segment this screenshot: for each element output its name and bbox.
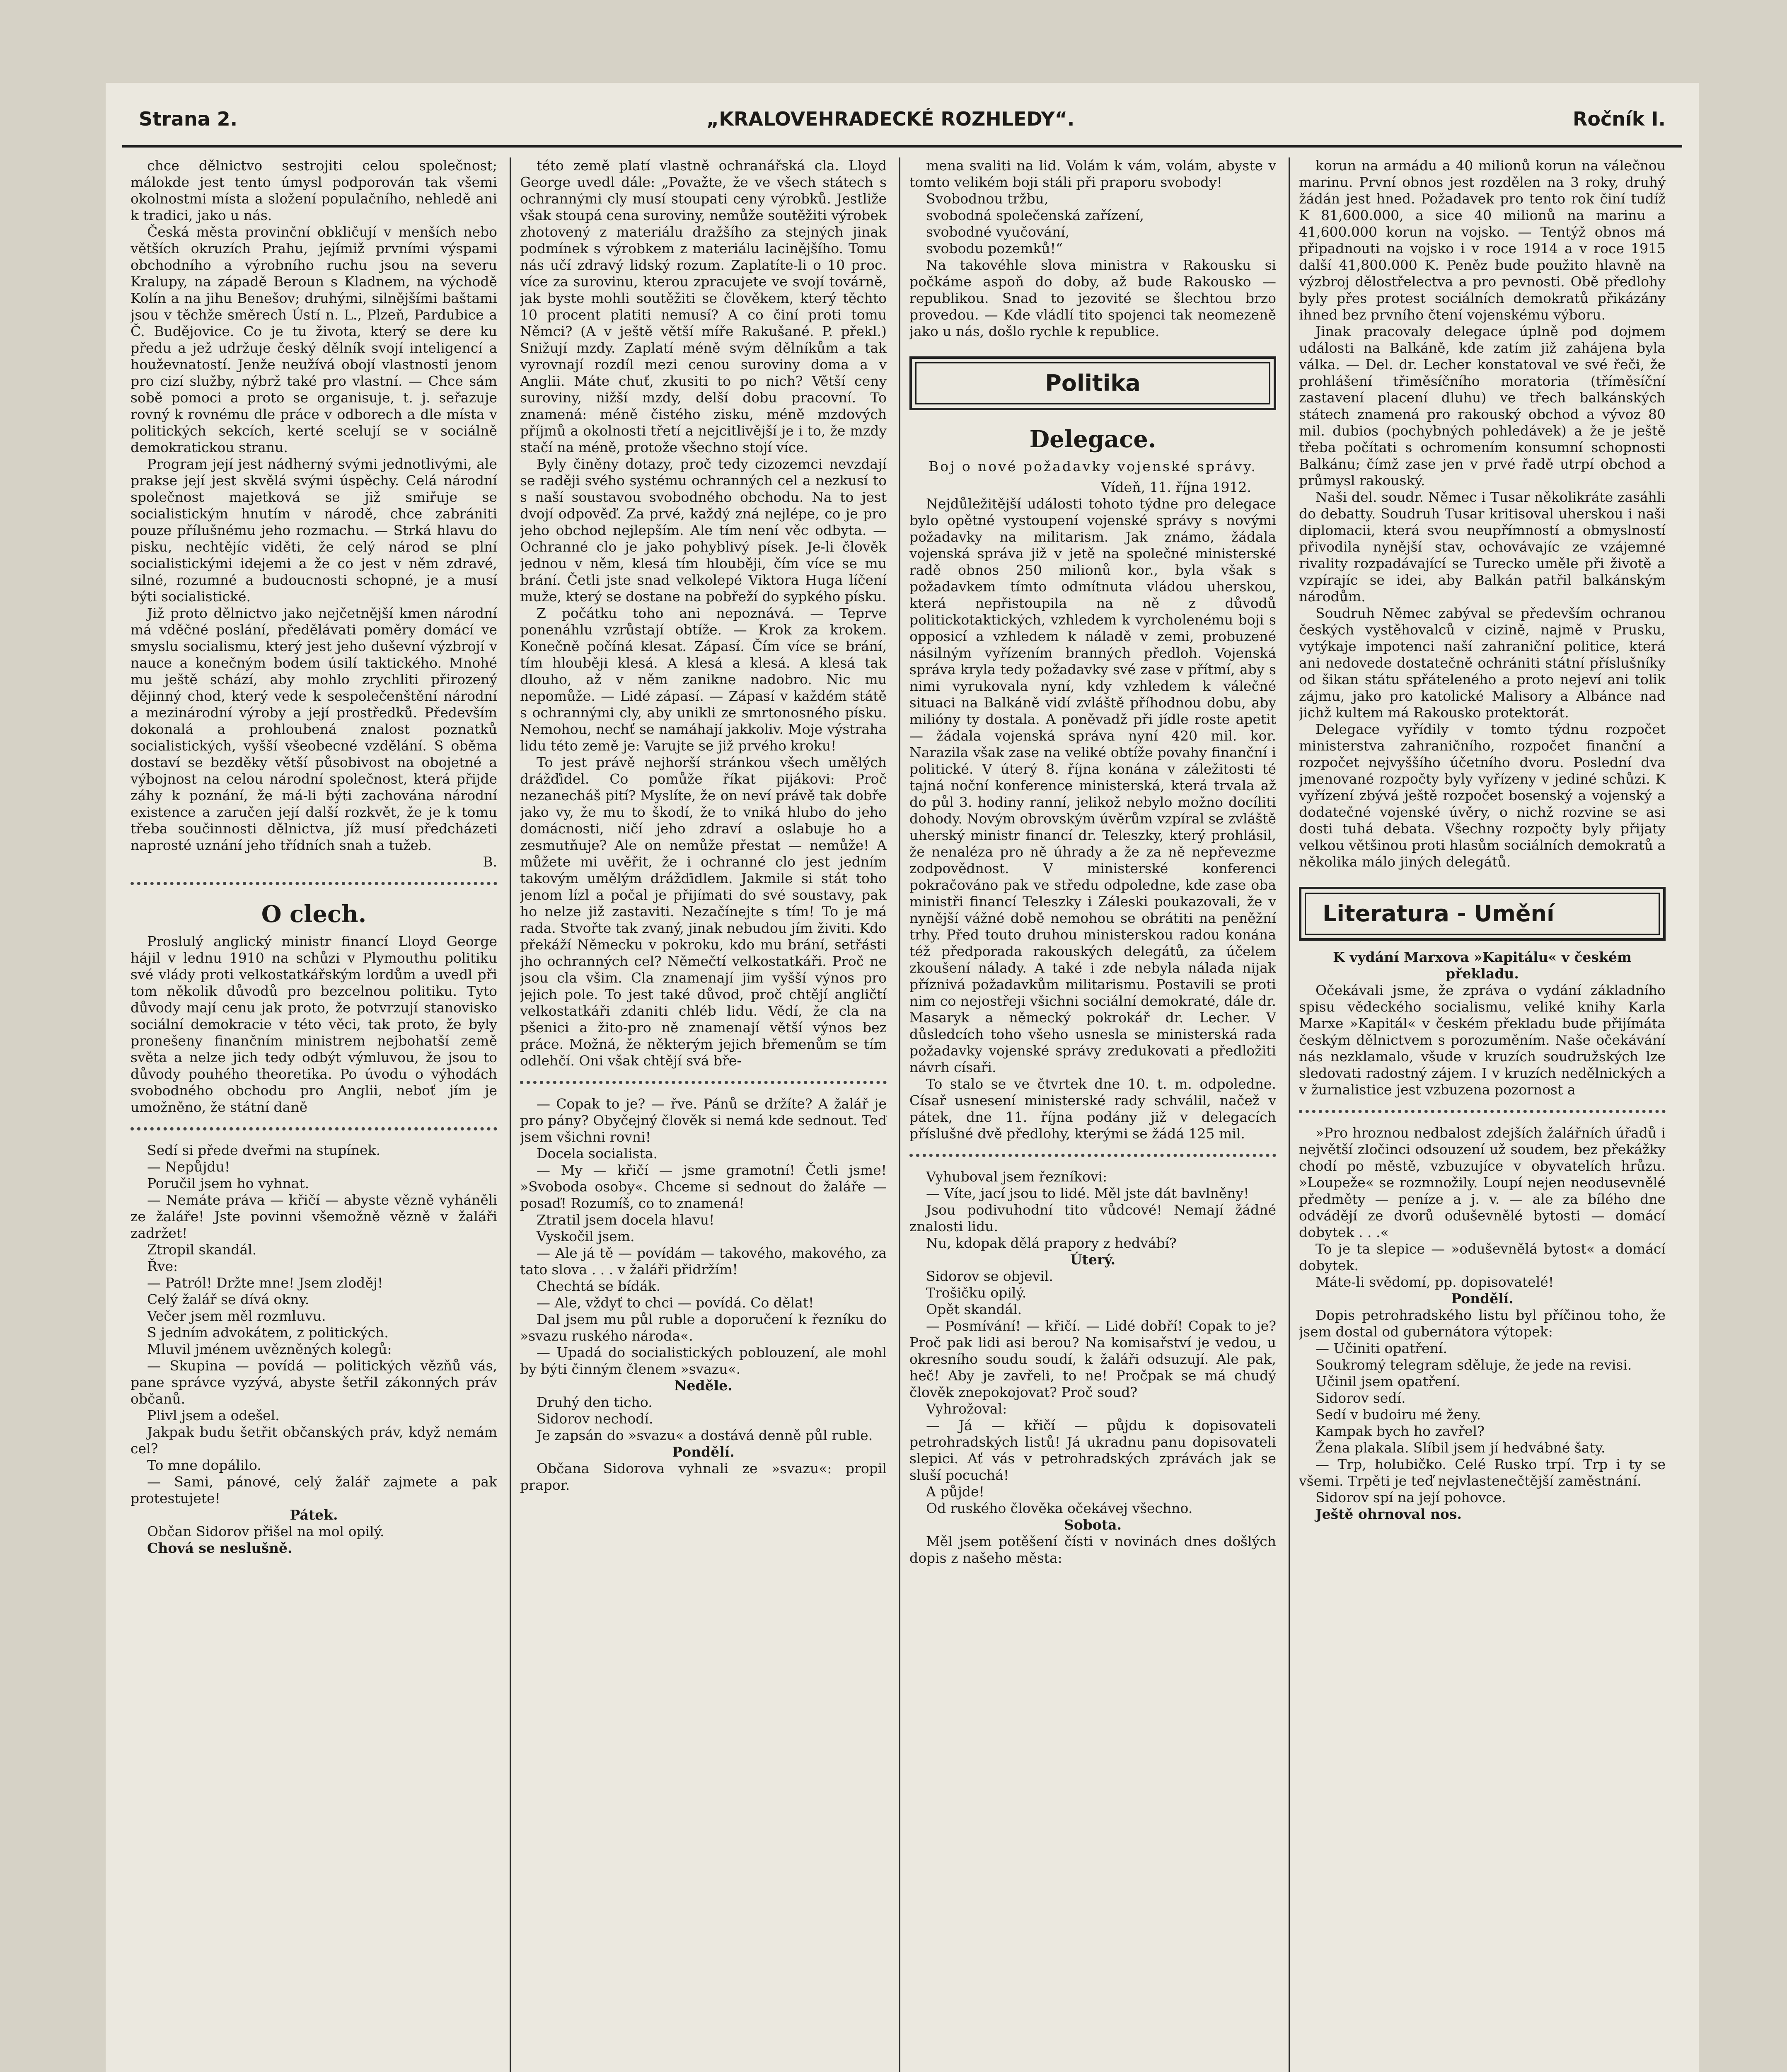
feuilleton-line: To je ta slepice — »oduševnělá bytost« a domácí dobytek. bbox=[1299, 1241, 1666, 1273]
section-heading: Politika bbox=[915, 362, 1270, 404]
col4-para-3: Naši del. soudr. Němec i Tusar několikráte zasáhli do debatty. Soudruh Tusar kritisoval uherskou i naši diplomacii, která svou neupřímností a obmyslností přivodila nynější stav, ochovávajíc ze vzájemné rivality rozpadávající se Turecko uměle při životě a vzpírajíc se idei, aby Balkán patřil balkánským národům. bbox=[1299, 489, 1666, 605]
feuilleton-line: — Víte, jací jsou to lidé. Měl jste dát bavlněny! bbox=[926, 1185, 1249, 1201]
column-1 bbox=[131, 157, 497, 2072]
feuilleton-line: Kampak bych ho zavřel? bbox=[1315, 1423, 1485, 1439]
feuilleton-line: A půjde! bbox=[926, 1484, 984, 1500]
feuilleton-line: — Já — křičí — půjdu k dopisovateli petrohradských listů! Já ukradnu panu dopisovateli slepici. Ať vás v petrohradských zprávách jak se sluší pocuchá! bbox=[909, 1417, 1276, 1483]
feuilleton-line: Opět skandál. bbox=[926, 1301, 1022, 1317]
column-rule bbox=[1289, 157, 1290, 2072]
feuilleton-line: Řve: bbox=[147, 1258, 178, 1274]
feuilleton-line: Ztratil jsem docela hlavu! bbox=[537, 1212, 715, 1228]
feuilleton-line: Večer jsem měl rozmluvu. bbox=[147, 1308, 326, 1324]
divider bbox=[909, 1154, 1276, 1157]
feuilleton-line: Žena plakala. Slíbil jsem jí hedvábné šaty. bbox=[1315, 1440, 1606, 1456]
feuilleton-line: Občan Sidorov přišel na mol opilý. bbox=[147, 1523, 384, 1539]
feuilleton-line: — Copak to je? — řve. Pánů se držíte? A žalář je pro pány? Obyčejný člověk si nemá kde sednout. Teď jsem všichni rovni! bbox=[520, 1096, 887, 1145]
article-body: Nejdůležitější události tohoto týdne pro delegace bylo opětné vystoupení vojenské správy s novými požadavky na militarism. Jak známo, žádala vojenská správa již v jetě na společné ministerské radě obnos 250 milionů kor., byla však s požadavkem tímto odmítnuta vládou uherskou, která nepřistoupila na ně z důvodů politickotaktických, vzhledem k vyrcholenému boji s opposicí a vzhledem k náladě v zemi, probuzené násilným vyřízením branných předloh. Vojenská správa kryla tedy požadavky své zase v přítmí, aby s nimi vyrukovala nyní, kdy vzhledem k válečné situaci na Balkáně vidí zvláště příhodnou dobu, aby milióny ty dostala. A poněvadž při jídle roste apetit — žádala vojenská správa nyní 420 mil. kor. Narazila však zase na veliké obtíže povahy finanční i politické. V úterý 8. října konána v záležitosti té tajná noční konference ministerská, která trvala až do půl 3. hodiny ranní, jelikož nebylo možno docíliti dohody. Novým obrovským úvěrům vzpíral se zvláště uherský ministr financí dr. Teleszky, který prohlásil, že nenaléza pro ně úhrady a že za ně nepřevezme zodpovědnost. V ministerské konferenci pokračováno pak ve středu odpoledne, kde zase oba ministři financí Teleszky i Záleski poukazovali, že v nynější vážné době nemohou se obrátiti na peněžní trhy. Před touto druhou ministerskou radou konána též předporada rakouských delegátů, za účelem zkoušení nálady. A také i zde nebyla nálada nijak příznivá požadavkům militarismu. Postavili se proti nim co nejostřeji všichni sociální demokraté, dále dr. Masaryk a německý pokrokář dr. Lecher. V důsledcích toho všeho usnesla se ministerská rada požadavky vojenské správy zredukovati a předložiti návrh císaři. bbox=[909, 496, 1276, 1075]
section-heading: Literatura - Umění bbox=[1305, 893, 1660, 935]
feuilleton-line: Sidorov nechodí. bbox=[537, 1411, 653, 1427]
feuilleton-line: Občana Sidorova vyhnali ze »svazu«: propil prapor. bbox=[520, 1460, 887, 1493]
feuilleton-line: — Ale, vždyť to chci — povídá. Co dělat! bbox=[537, 1295, 814, 1311]
divider bbox=[131, 1127, 497, 1130]
day-heading: Pátek. bbox=[290, 1507, 338, 1523]
article-title: Delegace. bbox=[1029, 426, 1156, 453]
feuilleton-line: To mne dopálilo. bbox=[147, 1457, 261, 1473]
feuilleton-line: — Sami, pánové, celý žalář zajmete a pak protestujete! bbox=[131, 1474, 497, 1506]
signature: B. bbox=[483, 854, 497, 870]
feuilleton-line: Sedí si přede dveřmi na stupínek. bbox=[147, 1142, 381, 1158]
feuilleton-line: Sidorov sedí. bbox=[1315, 1390, 1406, 1406]
feuilleton-line: Měl jsem potěšení čísti v novinách dnes došlých dopis z našeho města: bbox=[909, 1533, 1276, 1566]
col3-para-2: Na takovéhle slova ministra v Rakousku si počkáme aspoň do doby, až bude Rakousko — republikou. Snad to jezovité se šlechtou brzo provedou. — Kde vládlí tito spojenci tak neomezeně jako u nás, došlo rychle k republice. bbox=[909, 257, 1276, 339]
article-lead: K vydání Marxova »Kapitálu« v českém překladu. bbox=[1333, 949, 1632, 982]
feuilleton-line: — Upadá do socialistických poblouzení, ale mohl by býti činným členem »svazu«. bbox=[520, 1344, 887, 1377]
article-body: Proslulý anglický ministr financí Lloyd George hájil v lednu 1910 na schůzi v Plymouthu politiku své vlády proti velkostatkářským lordům a uvedl při tom několik důvodů pro bezcelnou politiku. Tyto důvody mají cenu jak proto, že potvrzují stanovisko sociální demokracie v této věci, tak proto, že byly pronešeny finančním ministrem nejbohatší země světa a nelze jich tedy odbýt výmluvou, že jsou to důvody pouhého theoretika. Po úvodu o výhodách svobodného obchodu pro Anglii, neboť jím je umožněno, že státní daně bbox=[131, 933, 497, 1115]
col4-para-1: korun na armádu a 40 milionů korun na válečnou marinu. První obnos jest rozdělen na 3 roky, druhý žádán jest hned. Požadavek pro tento rok činí tudíž K 81,600.000, a sice 40 milionů na marinu a 41,600.000 korun na vojsko. — Tentýž obnos má připadnouti na vojsko i v roce 1914 a v roce 1915 další 41,800.000 K. Peněz bude použito hlavně na výzbroj dělostřelectva a pro pevnosti. Obě předlohy byly přes protest sociálních demokratů přikázány ihned bez prvního čtení vojenskému výboru. bbox=[1299, 157, 1666, 323]
col1-para-2: Česká města provinční obkličují v menších nebo větších okruzích Prahu, jejímiž prvními výspami obchodního a výrobního ruchu jsou na severu Kralupy, na západě Beroun s Kladnem, na východě Kolín a na jihu Benešov; druhými, silnějšími baštami jsou v těchže směrech Ústí n. L., Plzeň, Pardubice a Č. Budějovice. Co je tu života, který se dere ku předu a jež udržuje český dělník svojí inteligencí a houževnatostí. Jenže neužívá obojí vlastnosti jenom pro cizí služby, nýbrž také pro vlastní. — Chce sám sobě pomoci a proto se organisuje, t. j. seřazuje rovný k rovnému dle práce v odborech a dle místa v politických sekcích, kerté scelují se v sociálně demokratickou stranu. bbox=[131, 224, 497, 455]
col2-para-4: To jest právě nejhorší stránkou všech umělých drážďidel. Co pomůže říkat pijákovi: Proč nezanecháš pití? Myslíte, že on neví právě tak dobře jako vy, že mu to škodí, že to vniká hlubo do jeho domácnosti, ničí jeho zdraví a oslabuje ho a zesmutňuje? Ale on nemůže přestat — nemůže! A můžete mi uvěřit, že i ochranné clo jest jedním takovým umělým drážďidlem. Jakmile si stát toho jenom lízl a počal je přijímati do své soustavy, pak ho nelze již zastaviti. Nezačínejte s tím! To je má rada. Stvořte tak zvaný, jinak nebudou jím živiti. Kdo překáží Německu v pokroku, kdo mu brání, setřásti jho ochranných cel? Němečtí velkostatkáři. Proč ne jsou cla všim. Cla znamenají jim vyšší výnos pro jejich pole. To jest také důvod, proč chtějí angličtí velkostatkáři zdaniti chléb lidu. Vědí, že cla na pšenici a žito-pro ně znamenají větší výnos bez práce. Možná, že některým jejich břemenům se tím odlehčí. Oni však chtějí svá bře- bbox=[520, 754, 887, 1069]
feuilleton-line: Máte-li svědomí, pp. dopisovatelé! bbox=[1315, 1274, 1554, 1290]
feuilleton-line: — Nemáte práva — křičí — abyste vězně vyháněli ze žaláře! Jste povinni všemožně vězně v žaláři zadržet! bbox=[131, 1192, 497, 1241]
divider bbox=[1299, 1110, 1666, 1113]
feuilleton-line: Jakpak budu šetřit občanských práv, když nemám cel? bbox=[131, 1424, 497, 1457]
feuilleton-line: Poručil jsem ho vyhnat. bbox=[147, 1175, 310, 1191]
feuilleton-line: Jsou podivuhodní tito vůdcové! Nemají žádné znalosti lidu. bbox=[909, 1202, 1276, 1234]
dateline: Vídeň, 11. října 1912. bbox=[1101, 479, 1251, 495]
day-heading: Pondělí. bbox=[1451, 1290, 1514, 1307]
feuilleton-line: — Nepůjdu! bbox=[147, 1159, 230, 1175]
feuilleton-line: Vyhuboval jsem řezníkovi: bbox=[926, 1169, 1108, 1185]
col4-para-4: Soudruh Němec zabýval se především ochranou českých vystěhovalců v cizině, najmě v Prusku, vytýkaje impotenci naší zahraniční politice, která ani nedovede dostatečně ochrániti státní příslušníky od šikan státu spřáteleného a proto nejeví ani tolik zájmu, jako pro katolické Malisory a Albánce nad jichž kultem má Rakousko protektorát. bbox=[1299, 605, 1666, 721]
article-body: To stalo se ve čtvrtek dne 10. t. m. odpoledne. Císař usnesení ministerské rady schválil, načež v pátek, dne 11. října podány již v delegacích příslušné dvě předlohy, kterými se žádá 125 mil. bbox=[909, 1076, 1276, 1142]
feuilleton-line: Je zapsán do »svazu« a dostává denně půl ruble. bbox=[537, 1427, 873, 1443]
feuilleton-line: — Patról! Držte mne! Jsem zloděj! bbox=[147, 1275, 383, 1291]
feuilleton-line: — My — křičí — jsme gramotní! Četli jsme! »Svoboda osoby«. Chceme si sednout do žaláře — posaď! Rozumíš, co to znamená! bbox=[520, 1162, 887, 1211]
col1-para-1: chce dělnictvo sestrojiti celou společnost; málokde jest tento úmysl podporován tak všemi okolnostmi místa a složení populačního, nehledě ani k tradici, jako u nás. bbox=[131, 157, 497, 223]
column-rule bbox=[510, 157, 511, 2072]
verse-line: Svobodnou tržbu, bbox=[926, 191, 1049, 207]
feuilleton-line: Sidorov se objevil. bbox=[926, 1268, 1053, 1284]
day-heading: Sobota. bbox=[1064, 1517, 1122, 1533]
feuilleton-line: Ztropil skandál. bbox=[147, 1242, 257, 1258]
feuilleton-line: — Trp, holubičko. Celé Rusko trpí. Trp i ty se všemi. Trpěti je teď nejvlastenečtější zaměstnání. bbox=[1299, 1456, 1666, 1489]
feuilleton-line: Sedí v budoiru mé ženy. bbox=[1315, 1406, 1481, 1423]
page-number: Strana 2. bbox=[139, 108, 238, 130]
feuilleton-line: Plivl jsem a odešel. bbox=[147, 1407, 280, 1423]
volume-label: Ročník I. bbox=[1572, 108, 1666, 130]
col1-para-4: Již proto dělnictvo jako nejčetnější kmen národní má vděčné poslání, předělávati poměry domácí ve smyslu socialismu, který jest jeho duševní výzbrojí v nauce a konečným bodem úsilí taktického. Mnohé mu ještě schází, aby mohlo zrychliti přirozený dějinný chod, který vede k sespolečenštění národní a mezinárodní výroby a její prostředků. Především dokonalá a prohloubená znalost poznatků socialistických, vyšší všeobecné vzdělání. S oběma dostaví se bezděky větší působivost na obojetné a výbojnost na celou národní společnost, která přijde záhy k poznání, že má-li býti zachována národní existence a zaručen její další rozkvět, že je k tomu třeba součinnosti dělnictva, jíž musí předcházeti naprosté uznání jeho třídních snah a tužeb. bbox=[131, 605, 497, 853]
column-rule bbox=[899, 157, 900, 2072]
feuilleton-line: — Skupina — povídá — politických vězňů vás, pane správce vyzývá, abyste šetřil zákonných práv občanů. bbox=[131, 1358, 497, 1407]
day-heading: Úterý. bbox=[1070, 1251, 1116, 1268]
col2-para-1: této země platí vlastně ochranářská cla. Lloyd George uvedl dále: „Považte, že ve všech státech s ochrannými cly musí stoupati ceny výrobků. Jestliže však stoupá cena suroviny, nemůže soutěžiti výrobek zhotovený z materiálu dražšího za stejných jinak podmínek s výrobkem z materiálu lacinějšího. Tomu nás učí zdravý lidský rozum. Zaplatíte-li o 10 proc. více za surovinu, kterou zpracujete ve svojí továrně, jak byste mohli soutěžiti se člověkem, který těchto 10 procent platiti nemusí? A co činí proti tomu Němci? (A v ještě větší míře Rakušané. P. překl.) Snižují mzdy. Zaplatí méně svým dělníkům a tak vyrovnají rozdíl mezi cenou suroviny doma a v Anglii. Máte chuť, zkusiti to po nich? Větší ceny suroviny, nižší mzdy, delší dobu pracovní. To znamená: méně čistého zisku, méně mzdových příjmů a okolnosti třetí a nejcitlivější je i to, že mzdy stačí na méně, protože všechno stojí více. bbox=[520, 157, 887, 455]
feuilleton-line: Dal jsem mu půl ruble a doporučení k řezníku do »svazu ruského národa«. bbox=[520, 1311, 887, 1344]
divider bbox=[131, 882, 497, 885]
feuilleton-line: Soukromý telegram sděluje, že jede na revisi. bbox=[1315, 1357, 1632, 1373]
article-subtitle: Boj o nové požadavky vojenské správy. bbox=[929, 458, 1257, 474]
col2-para-3: Z počátku toho ani nepoznává. — Teprve ponenáhlu vzrůstají obtíže. — Krok za krokem. Konečně počíná klesat. Zápasí. Čím více se brání, tím hlouběji klesá. A klesá a klesá. A klesá tak dlouho, až v něm zanikne nadobro. Nic mu nepomůže. — Lidé zápasí. — Zápasí v každém státě s ochrannými cly, aby unikli ze smrtonosného písku. Nemohou, nechť se namáhají jakkoliv. Moje výstraha lidu této země je: Varujte se již prvého kroku! bbox=[520, 605, 887, 754]
divider bbox=[520, 1081, 887, 1084]
feuilleton-line: Nu, kdopak dělá prapory z hedvábí? bbox=[926, 1235, 1177, 1251]
day-heading: Pondělí. bbox=[672, 1444, 735, 1460]
feuilleton-line: Docela socialista. bbox=[537, 1145, 658, 1162]
feuilleton-line: Celý žalář se dívá okny. bbox=[147, 1291, 310, 1307]
column-4 bbox=[1299, 157, 1666, 2072]
feuilleton-line: Od ruského člověka očekávej všechno. bbox=[926, 1500, 1193, 1516]
article-body: Očekávali jsme, že zpráva o vydání základního spisu vědeckého socialismu, veliké knihy Karla Marxe »Kapitál« v českém překladu bude přijímáta českým dělnictvem s porozuměním. Naše očekávání nás nezklamalo, všude v kruzích soudružských lze sledovati radostný zájem. I v kruzích nedělnických a v žurnalistice jest vzbuzena pozornost a bbox=[1299, 982, 1666, 1098]
col2-para-2: Byly činěny dotazy, proč tedy cizozemci nevzdají se raději svého systému ochranných cel a nezkusí to s naší soustavou svobodného obchodu. Na to jest dvojí odpověď. Za prvé, každý zná nejlépe, co je pro jeho obchod nejlepším. Ale tím není věc odbyta. — Ochranné clo je jako pohyblivý písek. Je-li člověk jednou v něm, klesá tím hlouběji, čím více se mu brání. Četli jste snad velkolepé Viktora Huga líčení muže, který se dostane na pobřeží do sypkého písku. bbox=[520, 456, 887, 605]
col1-para-3: Program její jest nádherný svými jednotlivými, ale prakse její jest skvělá svými úspěchy. Celá národní společnost majetková se již smiřuje se socialistickým hnutím v národě, chce zabrániti pouze přílušnému jeho rozmachu. — Strká hlavu do pisku, nechtějíc viděti, že celý národ se plní socialistickými idejemi a že co jest v něm zdravé, silné, rozumné a budoucnosti schopné, je a musí býti socialistické. bbox=[131, 456, 497, 605]
feuilleton-line: — Učiniti opatření. bbox=[1315, 1340, 1447, 1356]
feuilleton-line: Trošičku opilý. bbox=[926, 1285, 1027, 1301]
feuilleton-line: Učinil jsem opatření. bbox=[1315, 1373, 1461, 1389]
col3-para-1: mena svaliti na lid. Volám k vám, volám, abyste v tomto velikém boji stáli při praporu svobody! bbox=[909, 157, 1276, 190]
verse-line: svobodu pozemků!“ bbox=[926, 240, 1063, 257]
header-rule bbox=[122, 145, 1682, 148]
feuilleton-line: Vyskočil jsem. bbox=[537, 1228, 635, 1244]
feuilleton-line: S jedním advokátem, z politických. bbox=[147, 1324, 389, 1341]
feuilleton-line: Ještě ohrnoval nos. bbox=[1315, 1506, 1462, 1522]
newspaper-title: „KRALOVEHRADECKÉ ROZHLEDY“. bbox=[706, 108, 1075, 130]
column-3 bbox=[909, 157, 1276, 2072]
feuilleton-line: »Pro hroznou nedbalost zdejších žalářních úřadů i největší zločinci odsouzení už soudem, bez překážky chodí po městě, vzbuzujíce v obyvatelích hrůzu. »Loupeže« se rozmnožily. Loupí nejen neodusevnělé předměty — peníze a j. v. — ale za bílého dne odvádějí ze dvorů oduševnělé bytosti — domácí dobytek . . .« bbox=[1299, 1125, 1666, 1240]
feuilleton-line: Mluvil jménem uvězněných kolegů: bbox=[147, 1341, 392, 1357]
col4-para-5: Delegace vyřídily v tomto týdnu rozpočet ministerstva zahraničního, rozpočet finanční a rozpočet nejvyššího účetního dvoru. Poslední dva jmenované rozpočty byly vyřízeny v jediné schůzi. K vyřízení zbývá ještě rozpočet bosenský a vojenský a dodatečné vojenské úvěry, o nichž rozvine se asi dosti tuhá debata. Všechny rozpočty byly přijaty velkou většinou proti hlasům sociálních demokratů a několika málo jiných delegátů. bbox=[1299, 721, 1666, 870]
col4-para-2: Jinak pracovaly delegace úplně pod dojmem události na Balkáně, kde zatím již zahájena byla válka. — Del. dr. Lecher konstatoval ve své řeči, že prohlášení třiměsíčního moratoria (tříměsíční zastavení placení dluhu) ve třech balkánských státech znamená pro rakouský obchod a vývoz 80 mil. dubios (pochybných pohledávek) a že je ještě třeba počítati s ochromením konsumní schopnosti Balkánu; čímž zase jen v prvé řadě utrpí obchod a průmysl rakouský. bbox=[1299, 323, 1666, 489]
feuilleton-line: Chechtá se bídák. bbox=[537, 1278, 661, 1294]
feuilleton-line: Vyhrožoval: bbox=[926, 1401, 1007, 1417]
feuilleton-line: Chová se neslušně. bbox=[147, 1540, 293, 1556]
section-box-politika bbox=[909, 356, 1276, 410]
day-heading: Neděle. bbox=[674, 1377, 733, 1394]
newspaper-page bbox=[106, 83, 1699, 2072]
column-2 bbox=[520, 157, 887, 2072]
verse-line: svobodná společenská zařízení, bbox=[926, 207, 1144, 223]
page-header bbox=[122, 99, 1682, 145]
feuilleton-line: Sidorov spí na její pohovce. bbox=[1315, 1489, 1506, 1506]
feuilleton-line: — Posmívání! — křičí. — Lidé dobří! Copak to je? Proč pak lidi asi berou? Na komisařství je vedou, u okresního soudu soudí, k žaláři odsuzují. Ale pak, heč! Aby je zavřeli, to ne! Pročpak se má chudý člověk znepokojovat? Proč soud? bbox=[909, 1318, 1276, 1400]
section-box-literatura bbox=[1299, 887, 1666, 941]
feuilleton-line: Druhý den ticho. bbox=[537, 1394, 653, 1410]
article-title: O clech. bbox=[261, 900, 367, 928]
feuilleton-line: Dopis petrohradského listu byl příčinou toho, že jsem dostal od gubernátora výtopek: bbox=[1299, 1307, 1666, 1340]
feuilleton-line: — Ale já tě — povídám — takového, makového, za tato slova . . . v žaláři přidržím! bbox=[520, 1245, 887, 1278]
verse-line: svobodné vyučování, bbox=[926, 224, 1070, 240]
